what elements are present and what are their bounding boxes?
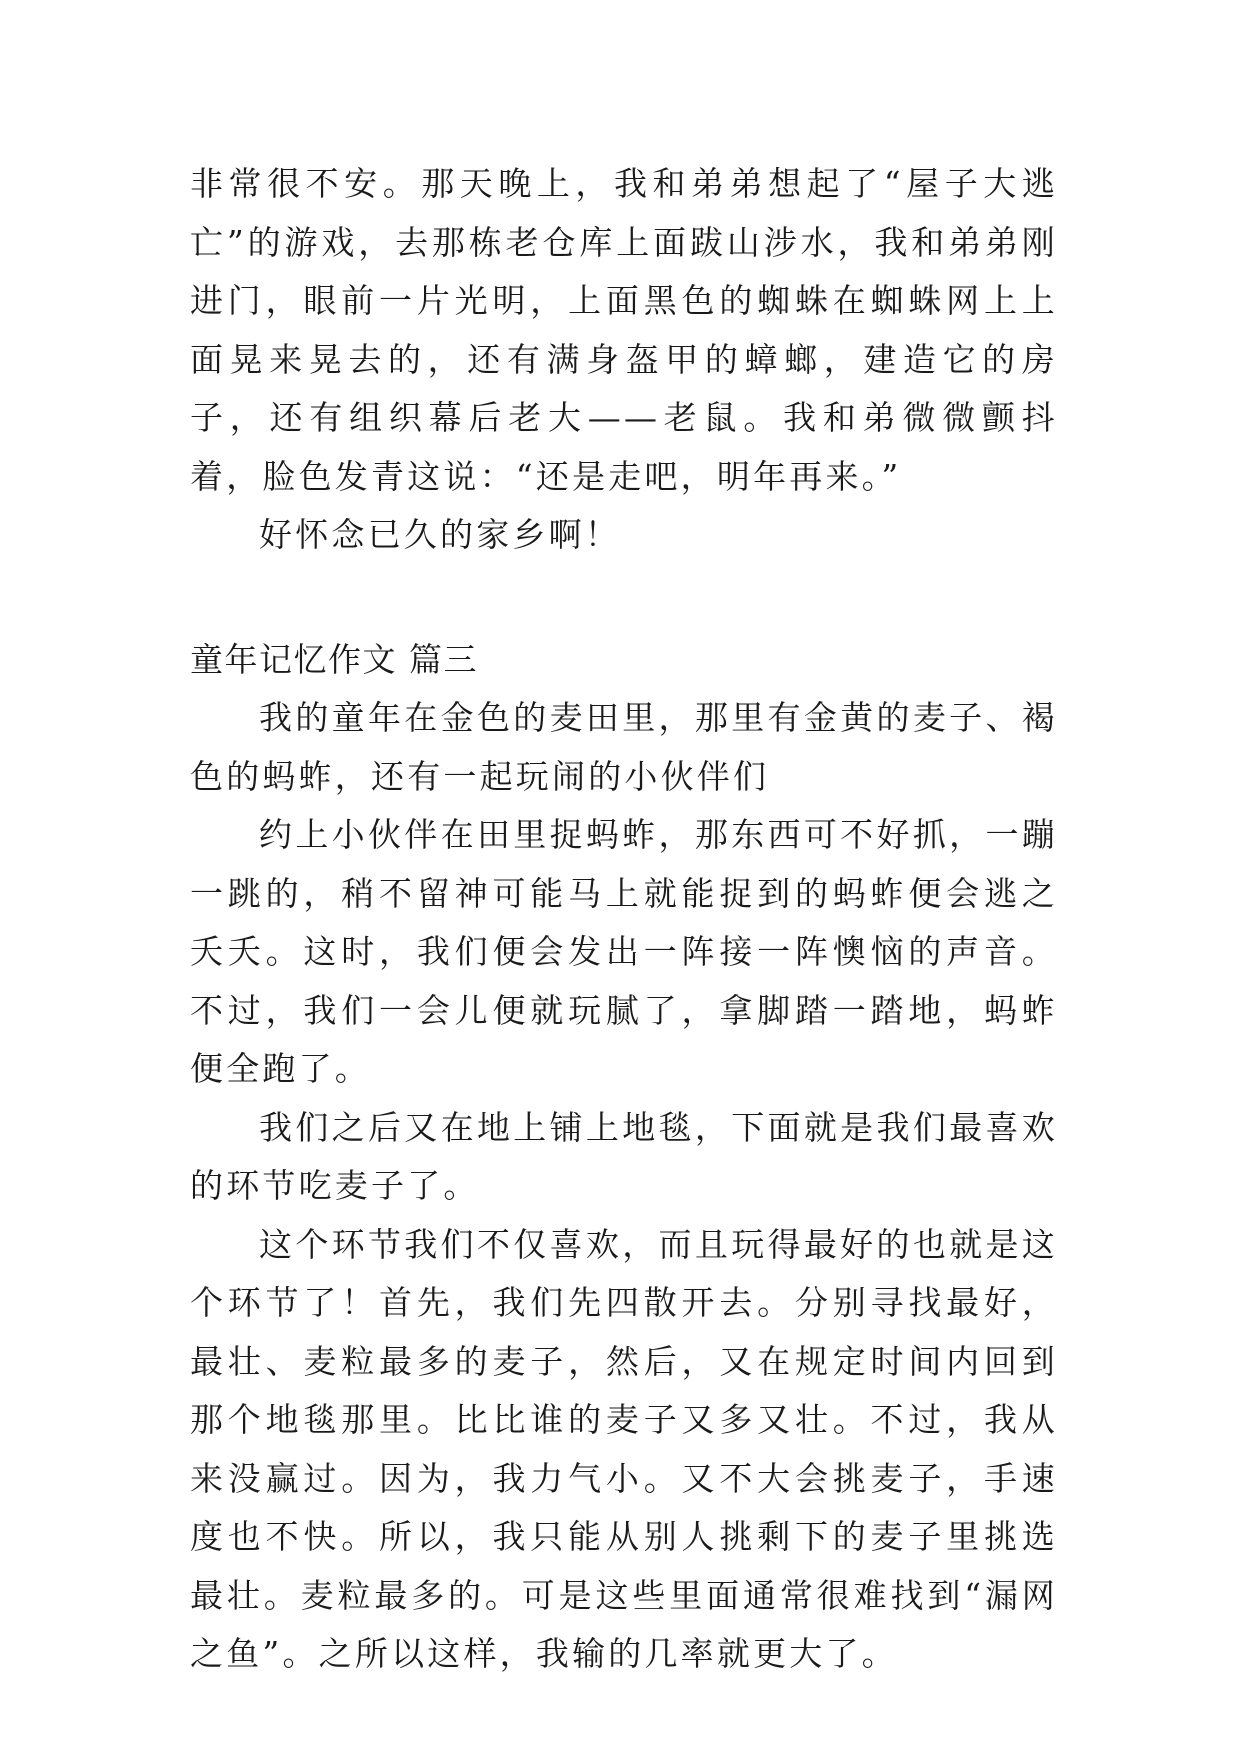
document-body xyxy=(190,155,1058,1684)
paragraph: 我们之后又在地上铺上地毯，下面就是我们最喜欢的环节吃麦子了。 xyxy=(190,1107,1058,1205)
paragraph-continuation: 非常很不安。那天晚上，我和弟弟想起了“屋子大逃亡”的游戏，去那栋老仓库上面跋山涉水，我和弟弟刚进门，眼前一片光明，上面黑色的蜘蛛在蜘蛛网上上面晃来晃去的，还有满身盔甲的蟑螂，建造它的房子，还有组织幕后老大——老鼠。我和弟微微颤抖着，脸色发青这说：“还是走吧，明年再来。” xyxy=(190,164,1058,496)
section-heading: 童年记忆作文 篇三 xyxy=(190,639,478,679)
paragraph: 这个环节我们不仅喜欢，而且玩得最好的也就是这个环节了！首先，我们先四散开去。分别寻找最好，最壮、麦粒最多的麦子，然后，又在规定时间内回到那个地毯那里。比比谁的麦子又多又壮。不过，我从来没赢过。因为，我力气小。又不大会挑麦子，手速度也不快。所以，我只能从别人挑剩下的麦子里挑选最壮。麦粒最多的。可是这些里面通常很难找到“漏网之鱼”。之所以这样，我输的几率就更大了。 xyxy=(190,1224,1058,1673)
section-spacer xyxy=(190,565,1058,631)
paragraph: 约上小伙伴在田里捉蚂蚱，那东西可不好抓，一蹦一跳的，稍不留神可能马上就能捉到的蚂蚱便会逃之夭夭。这时，我们便会发出一阵接一阵懊恼的声音。不过，我们一会儿便就玩腻了，拿脚踏一踏地，蚂蚱便全跑了。 xyxy=(190,815,1058,1088)
paragraph: 我的童年在金色的麦田里，那里有金黄的麦子、褐色的蚂蚱，还有一起玩闹的小伙伴们 xyxy=(190,698,1058,796)
paragraph-closing: 好怀念已久的家乡啊！ xyxy=(259,515,621,554)
